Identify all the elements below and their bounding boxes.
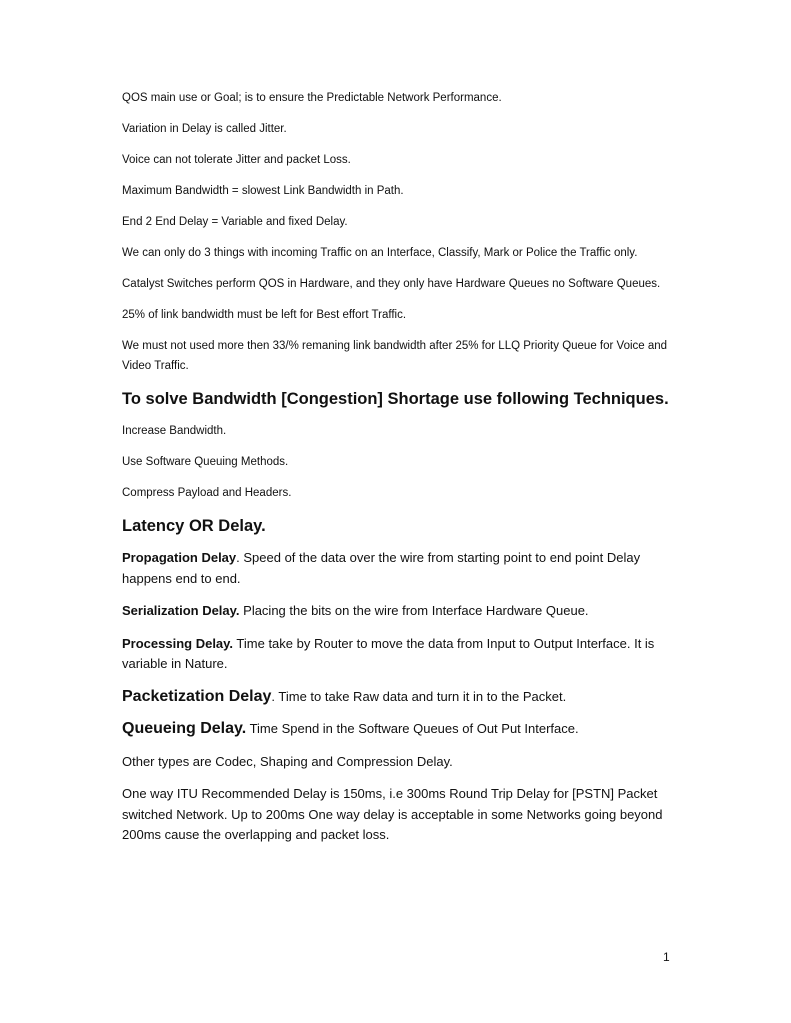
bandwidth-item-1: Increase Bandwidth. bbox=[122, 425, 227, 437]
intro-line-8: 25% of link bandwidth must be left for Best effort Traffic. bbox=[122, 309, 407, 321]
serialization-term: Serialization Delay. bbox=[122, 603, 240, 618]
queueing-text: Time Spend in the Software Queues of Out Put Interface. bbox=[246, 721, 579, 736]
other-delays-paragraph: Other types are Codec, Shaping and Compression Delay. bbox=[122, 753, 453, 769]
bandwidth-heading: To solve Bandwidth [Congestion] Shortage use following Techniques. bbox=[122, 390, 669, 408]
intro-line-4: Maximum Bandwidth = slowest Link Bandwidth in Path. bbox=[122, 185, 404, 197]
page-number: 1 bbox=[663, 950, 670, 964]
processing-text: Time take by Router to move the data from Input to Output Interface. It is variable in Nature. bbox=[122, 635, 655, 671]
bandwidth-item-3: Compress Payload and Headers. bbox=[122, 487, 292, 499]
bandwidth-item-2: Use Software Queuing Methods. bbox=[122, 456, 289, 468]
packetization-term: Packetization Delay bbox=[122, 687, 272, 705]
intro-line-1: QOS main use or Goal; is to ensure the Predictable Network Performance. bbox=[122, 92, 502, 104]
processing-paragraph bbox=[122, 634, 670, 675]
queueing-term: Queueing Delay. bbox=[122, 720, 247, 737]
propagation-term: Propagation Delay bbox=[122, 550, 237, 565]
intro-line-2: Variation in Delay is called Jitter. bbox=[122, 123, 287, 135]
intro-line-3: Voice can not tolerate Jitter and packet Loss. bbox=[122, 154, 351, 166]
page-content bbox=[122, 88, 670, 858]
intro-line-7: Catalyst Switches perform QOS in Hardware, and they only have Hardware Queues no Software Queues. bbox=[122, 278, 661, 290]
serialization-paragraph bbox=[122, 601, 670, 622]
serialization-text: Placing the bits on the wire from Interface Hardware Queue. bbox=[239, 603, 589, 618]
latency-heading: Latency OR Delay. bbox=[122, 517, 266, 535]
queueing-paragraph bbox=[122, 719, 670, 740]
propagation-text: . Speed of the data over the wire from starting point to end point Delay happens end to end. bbox=[122, 550, 641, 586]
intro-line-6: We can only do 3 things with incoming Traffic on an Interface, Classify, Mark or Police the Traffic only. bbox=[122, 247, 638, 259]
intro-line-5: End 2 End Delay = Variable and fixed Delay. bbox=[122, 216, 348, 228]
propagation-paragraph bbox=[122, 548, 670, 589]
intro-line-9: We must not used more then 33/% remaning link bandwidth after 25% for LLQ Priority Queue for Voice and Video Traffic. bbox=[122, 340, 668, 372]
packetization-paragraph bbox=[122, 687, 670, 708]
packetization-text: . Time to take Raw data and turn it in to the Packet. bbox=[271, 688, 567, 704]
itu-paragraph: One way ITU Recommended Delay is 150ms, i.e 300ms Round Trip Delay for [PSTN] Packet switched Network. Up to 200ms One way delay is acceptable in some Networks going beyond 200ms cause the overlapping and packet loss. bbox=[122, 786, 663, 842]
processing-term: Processing Delay. bbox=[122, 635, 234, 651]
